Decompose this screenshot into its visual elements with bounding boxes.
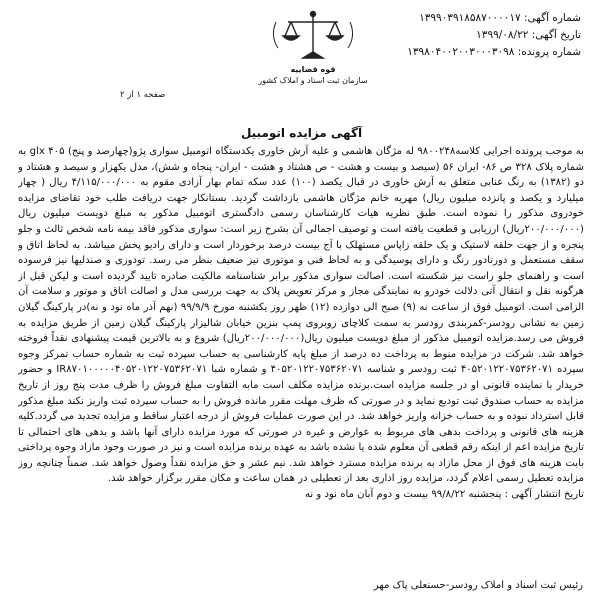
judiciary-emblem — [258, 8, 368, 90]
scales-of-justice-icon — [258, 8, 368, 62]
signature-line: رئیس ثبت اسناد و املاک رودسر-حسنعلی پاک مهر — [373, 580, 583, 591]
notice-number: شماره آگهی: ۱۳۹۹۰۳۹۱۸۵۸۷۰۰۰۰۱۷ — [419, 12, 581, 24]
notice-date: تاریخ آگهی: ۱۳۹۹/۰۸/۲۲ — [476, 29, 581, 41]
document-title: آگهی مزایده اتومبیل — [240, 126, 363, 140]
body-text: به موجب پرونده اجرایی کلاسه۹۸۰۰۲۴۸ له مژگان هاشمی و علیه آرش خاوری یکدستگاه اتومبیل سواری پژو(چهارصد و پنج) ۴۰۵ glx به شماره پلاک ۳۲۸ ص ۸۶- ایران ۵۶ (سیصد و بیست و هشت - ص هشتاد و هشت - ایران- پنجاه و شش)، مدل یکهزار و سیصد و هشتاد و دو (۱۳۸۲) به رنگ عنابی متعلق به آرش خاوری در قبال یکصد (۱۰۰) عدد سکه تمام بهار آزادی مقوم به ۴/۱۱۵/۰۰۰/۰۰۰ ریال ( چهار میلیارد و یکصد و پانزده میلیون ریال) مهریه خانم مژگان هاشمی بازداشت گردید. بستانکار جهت دریافت طلب خود تقاضای مزایده خودروی مذکور را نموده است. طبق نظریه هیات کارشناسان رسمی دادگستری اتومبیل مذکور به مبلغ دویست میلیون ریال (۲۰۰/۰۰۰/۰۰۰ریال) ارزیابی و قطعیت یافته است و توصیف اجمالی آن بشرح زیر است: سواری مذکور فاقد بیمه نامه شخص ثالث و جلو پنجره و از جهت حلقه لاستیک و یک حلقه زاپاس مستهلک با آج بیست درصد برخوردار است و دارای رادیو پخش میباشد. به لحاظ اتاق و سقف مستعمل و دورتادور رنگ و دارای پوسیدگی و به لحاظ فنی و موتوری نیز ضعیف بنظر می رسد. تودوزی و صندلیها نیز فرسوده است و راهنمای جلو راست نیز شکسته است. اصالت سواری مذکور برابر شناسنامه مالکیت صادره تایید گردیده است و لیکن قبل از هرگونه نقل و انتقال آتی دلالت خودرو به نمایندگی مجاز و مرکز تعویض پلاک به جهت بررسی مدل و اصالت اتاق و موتور و سلامت آن الزامی است. اتومبیل فوق از ساعت نه (۹) صبح الی دوازده (۱۲) ظهر روز یکشنبه مورخ ۹۹/۹/۹ (نهم آذر ماه نود و نه)در پارکینگ گیلان زمین به نشانی رودسر-کمربندی رودسر به سمت کلاچای روبروی پمپ بنزین خیابان شالیزار پارکینگ گیلان زمین از طریق مزایده به فروش می رسد.مزایده اتومبیل مذکور از مبلغ دویست میلیون ریال(۲۰۰/۰۰۰/۰۰۰ریال) شروع و به بالاترین قیمت پیشنهادی نقداً فروخته خواهد شد. شرکت در مزایده منوط به پرداخت ده درصد از مبلغ پایه کارشناسی به حساب سپرده ثبت به شماره حساب تمرکز وجوه سپرده ۴۰۵۲۰۱۲۲۰۷۵۳۶۲۰۷۱ ثبت رودسر و شناسه ۴۰۵۲۰۱۲۲۰۷۵۳۶۲۰۷۱ و شماره شبا IR۸۷۰۱۰۰۰۰۰۴۰۵۲۰۱۲۲۰۷۵۳۶۲۰۷۱ و حضور خریدار با نماینده قانونی او در جلسه مزایده است.برنده مزایده مکلف است مابه التفاوت مبلغ فروش را ظرف مدت پنج روز از تاریخ مزایده به حساب صندوق ثبت تودیع نماید و در صورتی که ظرف مهلت مقرر مانده فروش را به حساب سپرده ثبت واریز نکند مبلغ مذکور قابل استرداد نبوده و به حساب خزانه واریز خواهد شد. در این صورت عملیات فروش از درجه اعتبار ساقط و مزایده تجدید می گردد.کلیه هزینه های قانونی و پرداخت بدهی های مربوط به عوارض و غیره در صورتی که مورد مزایده دارای آنها باشد و بدهی های احتمالی تا تاریخ مزایده اعم از اینکه رقم قطعی آن معلوم شده یا نشده باشد به عهده برنده مزایده است و نیز در صورت وجود مازاد وجوه پرداختی بابت هزینه های فوق از محل مازاد به برنده مزایده مسترد خواهد شد. نیم عشر و حق مزایده نقداً وصول خواهد شد. ضمناً چنانچه روز مزایده تعطیل رسمی اعلام گردد، مزایده روز اداری بعد از تعطیلی در همان ساعت و مکان مقرر برگزار خواهد شد. — [18, 146, 584, 485]
page-label: صفحه ۱ از ۲ — [120, 90, 166, 100]
emblem-line-2: سازمان ثبت اسناد و املاک کشور — [258, 76, 368, 85]
notice-meta — [341, 10, 581, 61]
file-number: شماره پرونده: ۱۳۹۸۰۴۰۰۲۰۰۳۰۰۰۳۰۹۸ — [407, 46, 581, 58]
document-body — [18, 144, 584, 584]
emblem-line-1: قوه قضاییه — [290, 65, 336, 74]
publication-date: تاریخ انتشار آگهی : پنجشنبه ۹۹/۸/۲۲ بیست و دوم آبان ماه نود و نه — [304, 489, 584, 501]
